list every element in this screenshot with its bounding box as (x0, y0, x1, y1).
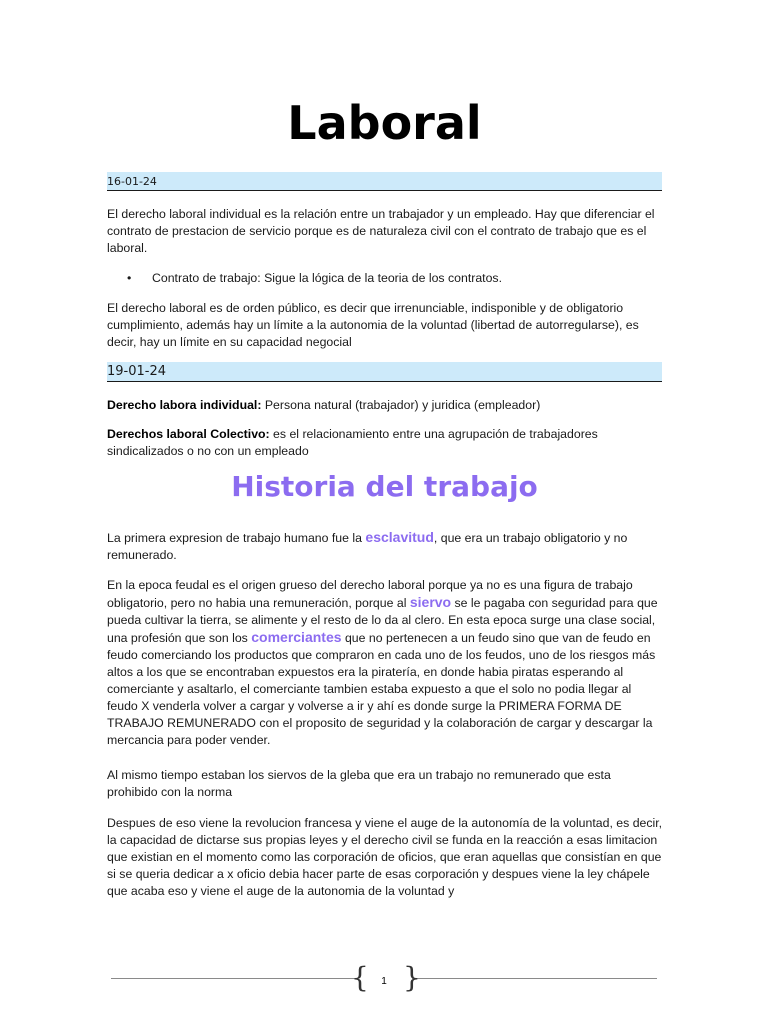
paragraph-4 (107, 426, 663, 460)
date-header-2: 19-01-24 (107, 362, 662, 382)
brace-right-icon: } (403, 961, 421, 994)
highlight-term: comerciantes (251, 629, 342, 645)
paragraph-6 (107, 577, 663, 749)
footer-rule-right (412, 978, 657, 979)
section-heading: Historia del trabajo (231, 470, 538, 503)
brace-left-icon: { (351, 961, 369, 994)
footer-rule-left (111, 978, 356, 979)
term-label: Derecho labora individual: (107, 398, 262, 412)
paragraph-8: Despues de eso viene la revolucion francesa y viene el auge de la autonomía de la voluntad, es decir, la capacidad de dictarse sus propias leyes y el derecho civil se funda en la reacción a esas limitacion que existian en el momento como las corporación de oficios, que eran aquellas que consistían en que si se queria dedicar a x oficio debia hacer parte de esas corporación y despues viene la ley chápele que acaba eso y viene el auge de la autonomia de la voluntad y (107, 816, 663, 898)
text-run: se le pagaba con seguridad para que pueda cultivar la tierra, se alimente y el resto de lo da al clero. En esta epoca surge una clase social, una profesión que son los (107, 596, 658, 645)
paragraph-7: Al mismo tiempo estaban los siervos de la gleba que era un trabajo no remunerado que esta prohibido con la norma (107, 768, 611, 799)
highlight-term: esclavitud (365, 529, 434, 545)
bullet-text: Contrato de trabajo: Sigue la lógica de la teoria de los contratos. (152, 271, 502, 285)
document-title: Laboral (287, 96, 482, 150)
paragraph-1: El derecho laboral individual es la relación entre un trabajador y un empleado. Hay que diferenciar el contrato de prestacion de servicio porque es de naturaleza civil con el contrato de trabajo que es el laboral. (107, 207, 655, 255)
page-number: 1 (381, 976, 387, 987)
highlight-term: siervo (409, 594, 452, 610)
term-definition: Persona natural (trabajador) y juridica (empleador) (261, 398, 541, 412)
date-header-1: 16-01-24 (107, 172, 662, 191)
text-run: La primera expresion de trabajo humano fue la (107, 531, 366, 545)
text-run: En la epoca feudal es el origen grueso del derecho laboral porque ya no es una figura de trabajo obligatorio, pero no habia una remuneración, porque al (107, 578, 633, 610)
paragraph-3 (107, 397, 663, 414)
text-run: que no pertenecen a un feudo sino que van de feudo en feudo comerciando los productos que compraron en cada uno de los feudos, uno de los riesgos más altos a los que se encontraban expuestos era la piratería, en donde habia piratas esperando al comerciante y asaltarlo, el comerciante tambien estaba expuesto a que el solo no podia llegar al feudo X venderla volver a cargar y volverse a ir y ahí es donde surge la PRIMERA FORMA DE TRABAJO REMUNERADO con el proposito de seguridad y la colaboración de cargar y descargar la mercancia para poder vender. (107, 631, 656, 747)
text-run: , que era un trabajo obligatorio y no remunerado. (107, 531, 628, 562)
paragraph-5 (107, 529, 663, 564)
term-label: Derechos laboral Colectivo: (107, 427, 270, 441)
term-definition: es el relacionamiento entre una agrupación de trabajadores sindicalizados o no con un empleado (107, 427, 598, 458)
bullet-dot-icon: • (127, 271, 132, 285)
paragraph-2: El derecho laboral es de orden público, es decir que irrenunciable, indisponible y de obligatorio cumplimiento, además hay un límite a la autonomia de la voluntad (libertad de autorregularse), es decir, hay un límite en su capacidad negocial (107, 301, 639, 349)
